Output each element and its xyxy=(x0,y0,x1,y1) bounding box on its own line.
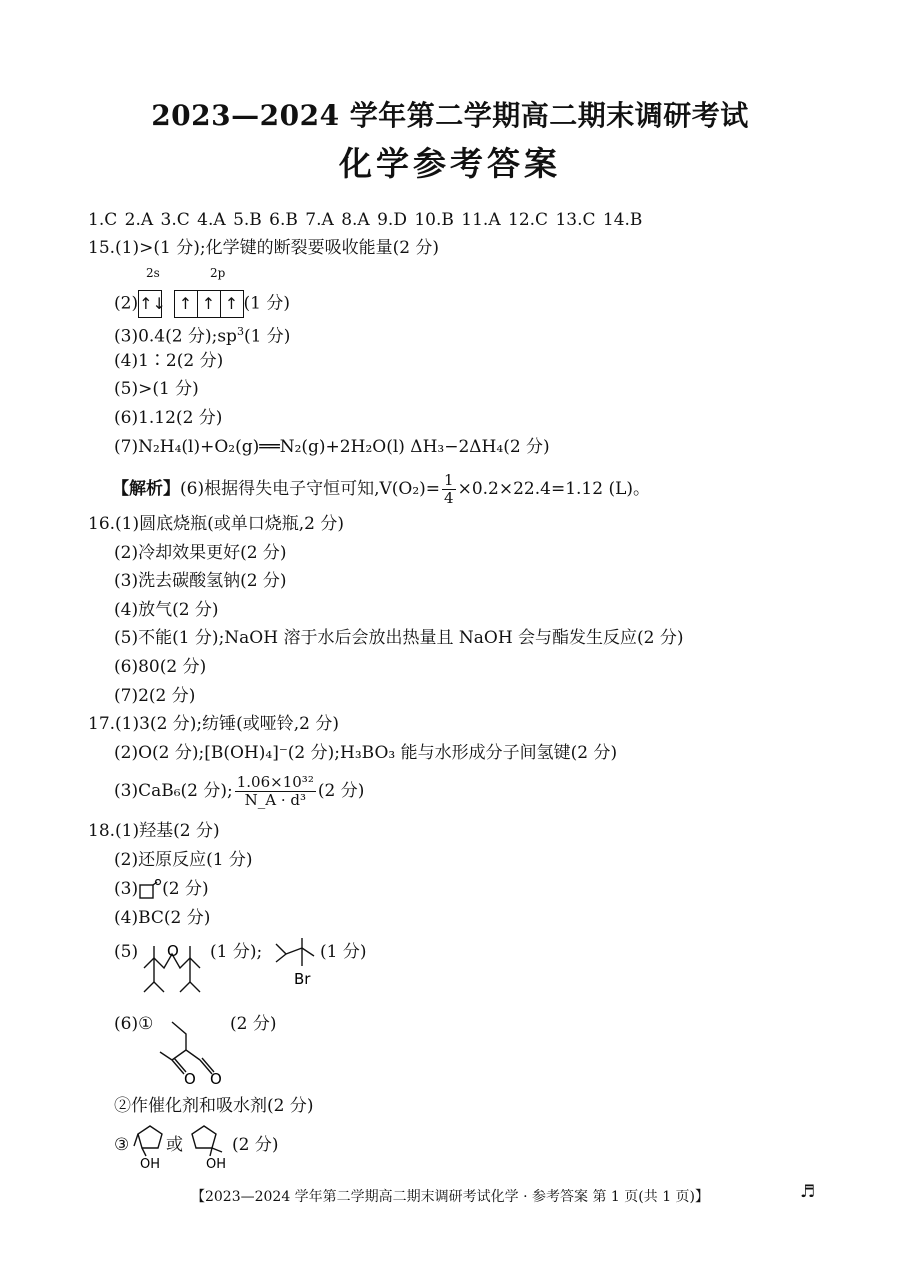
q15-part7: (7)N₂H₄(l)+O₂(g)══N₂(g)+2H₂O(l) ΔH₃−2ΔH₄(2 分) xyxy=(114,437,550,457)
fraction-numerator: 1 xyxy=(444,471,454,489)
diketone-structure-icon xyxy=(152,1016,232,1086)
q15-part1: 15.(1)>(1 分);化学键的断裂要吸收能量(2 分) xyxy=(88,238,440,258)
cyclobutanone-structure-icon xyxy=(138,879,162,901)
q15-analysis xyxy=(112,472,650,507)
q16-part2: (2)冷却效果更好(2 分) xyxy=(114,543,287,563)
q18-part5-score-a: (1 分); xyxy=(210,942,263,962)
q15-part3-sup: 3 xyxy=(236,325,244,338)
orbital-2p-box-1: ↑ xyxy=(174,290,198,318)
cyclopentanol-structure-icon-1 xyxy=(132,1122,168,1170)
q18-part3-label: (3) xyxy=(114,879,139,899)
q16-part7: (7)2(2 分) xyxy=(114,686,196,706)
q15-part3 xyxy=(114,320,290,349)
q17-part3 xyxy=(114,774,364,809)
q18-part3-score: (2 分) xyxy=(162,879,209,899)
page-footer: 【2023—2024 学年第二学期高二期末调研考试化学 · 参考答案 第 1 页(共 1 页)】 xyxy=(190,1189,710,1205)
orbital-2p-box-3: ↑ xyxy=(221,290,244,318)
answer-key-title: 化学参考答案 xyxy=(339,144,561,183)
multiple-choice-answers: 1.C 2.A 3.C 4.A 5.B 6.B 7.A 8.A 9.D 10.B 11.A 12.C 13.C 14.B xyxy=(88,210,643,230)
q15-part2-suffix: (1 分) xyxy=(243,293,290,314)
q18-part2: (2)还原反应(1 分) xyxy=(114,850,253,870)
q17-part3-score: (2 分) xyxy=(317,781,365,801)
q18-part1: 18.(1)羟基(2 分) xyxy=(88,821,220,841)
exam-title: 2023—2024 学年第二学期高二期末调研考试 xyxy=(151,99,749,132)
q15-part6: (6)1.12(2 分) xyxy=(114,408,223,428)
or-text: 或 xyxy=(166,1135,183,1155)
q18-part6-3-label: ③ xyxy=(114,1135,130,1155)
density-numerator: 1.06×10³² xyxy=(236,773,314,791)
orbital-2s-box: ↑↓ xyxy=(138,290,162,318)
music-note-icon: ♬ xyxy=(800,1182,816,1202)
q15-part5: (5)>(1 分) xyxy=(114,379,199,399)
hydroxyl-label-1: OH xyxy=(140,1157,161,1170)
density-fraction xyxy=(235,774,316,809)
hydroxyl-label-2: OH xyxy=(206,1157,227,1170)
ether-oxygen-label: O xyxy=(167,942,179,960)
q18-part4: (4)BC(2 分) xyxy=(114,908,211,928)
q15-part3-score: (1 分) xyxy=(243,326,291,347)
orbital-2p-label: 2p xyxy=(210,266,226,280)
q17-part3-text: (3)CaB₆(2 分); xyxy=(114,781,233,801)
q16-part1: 16.(1)圆底烧瓶(或单口烧瓶,2 分) xyxy=(88,514,345,534)
q18-part6-label: (6)① xyxy=(114,1014,154,1034)
q17-part1: 17.(1)3(2 分);纺锤(或哑铃,2 分) xyxy=(88,714,340,734)
fraction-one-quarter xyxy=(442,472,456,507)
orbital-2s-label: 2s xyxy=(146,266,160,280)
q15-part3-text: (3)0.4(2 分);sp xyxy=(114,326,237,347)
fraction-denominator: 4 xyxy=(444,489,454,507)
analysis-result: ×0.2×22.4=1.12 (L)。 xyxy=(457,479,651,499)
analysis-text: (6)根据得失电子守恒可知,V(O₂)= xyxy=(180,479,441,499)
cyclopentanol-structure-icon-2 xyxy=(186,1122,228,1170)
q18-part3 xyxy=(114,877,209,901)
q15-part2 xyxy=(114,290,290,318)
orbital-2p-box-2: ↑ xyxy=(198,290,221,318)
q18-part5-score-b: (1 分) xyxy=(320,942,367,962)
q18-part5-label: (5) xyxy=(114,942,139,962)
q18-part6-2: ②作催化剂和吸水剂(2 分) xyxy=(114,1096,314,1116)
q15-part2-prefix: (2) xyxy=(114,293,139,314)
q15-part4: (4)1∶2(2 分) xyxy=(114,351,224,371)
q16-part4: (4)放气(2 分) xyxy=(114,600,219,620)
density-denominator: N_A · d³ xyxy=(244,791,306,809)
bromoalkane-structure-icon xyxy=(272,936,322,988)
q16-part6: (6)80(2 分) xyxy=(114,657,207,677)
q18-part6-3-score: (2 分) xyxy=(232,1135,279,1155)
q16-part5: (5)不能(1 分);NaOH 溶于水后会放出热量且 NaOH 会与酯发生反应(2 分) xyxy=(114,628,684,648)
ketone-oxygen-label: O xyxy=(184,1070,196,1086)
q16-part3: (3)洗去碳酸氢钠(2 分) xyxy=(114,571,287,591)
q17-part2: (2)O(2 分);[B(OH)₄]⁻(2 分);H₃BO₃ 能与水形成分子间氢键(2 分) xyxy=(114,743,618,763)
ether-structure-icon xyxy=(132,938,212,1006)
bromine-label: Br xyxy=(294,970,311,988)
aldehyde-oxygen-label: O xyxy=(210,1070,222,1086)
analysis-tag: 【解析】 xyxy=(112,479,180,499)
q18-part6-score: (2 分) xyxy=(230,1014,277,1034)
